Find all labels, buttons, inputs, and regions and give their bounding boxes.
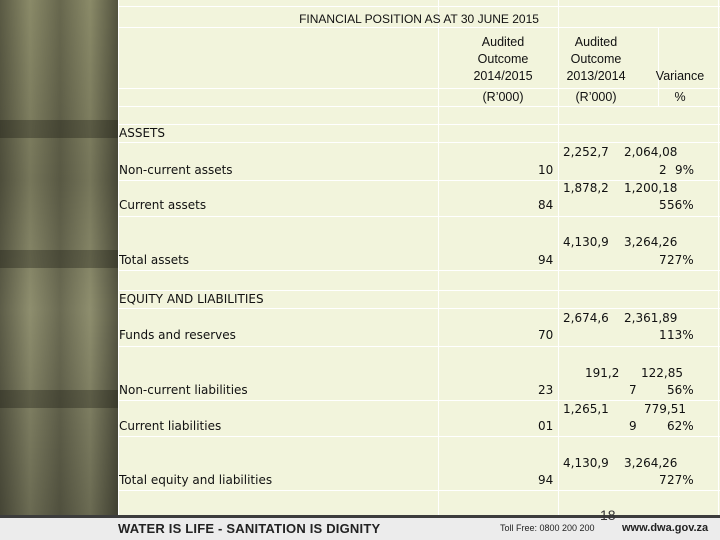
cell-2013-2014-part1: 779,51 [644, 402, 686, 416]
cell-2013-2014-part1: 3,264,26 [624, 235, 678, 249]
row-label: Funds and reserves [119, 328, 236, 342]
cell-2013-2014-part2: 2 [659, 163, 667, 177]
cell-2014-2015-part1: 191,2 [585, 366, 620, 380]
row-label: Current liabilities [119, 419, 222, 433]
row-label: Non-current assets [119, 163, 233, 177]
cell-2013-2014-part2: 7 [629, 383, 637, 397]
cell-2014-2015-part1: 2,252,7 [563, 145, 609, 159]
cell-variance: 56% [667, 198, 694, 212]
cell-variance: 27% [667, 253, 694, 267]
cell-variance: 62% [667, 419, 694, 433]
section-equity-liabilities: EQUITY AND LIABILITIES [119, 292, 264, 306]
financial-table [118, 0, 720, 515]
header-unit-1: (R’000) [482, 90, 524, 104]
header-audited-2014-2015: Audited Outcome 2014/2015 [473, 35, 533, 83]
background-building-photo [0, 0, 118, 515]
cell-2014-2015-part1: 4,130,9 [563, 235, 609, 249]
footer-website-link[interactable]: www.dwa.gov.za [622, 522, 709, 534]
cell-2013-2014-part2: 1 [659, 328, 667, 342]
cell-2014-2015-part1: 4,130,9 [563, 456, 609, 470]
header-variance: Variance [655, 69, 705, 83]
cell-2014-2015-part2: 70 [538, 328, 554, 342]
cell-variance: 27% [667, 473, 694, 487]
cell-2014-2015-part2: 84 [538, 198, 554, 212]
footer-tollfree: Toll Free: 0800 200 200 [500, 523, 595, 533]
row-label: Total equity and liabilities [119, 473, 273, 487]
cell-2013-2014-part1: 3,264,26 [624, 456, 678, 470]
cell-2013-2014-part1: 2,064,08 [624, 145, 678, 159]
header-unit-2: (R’000) [575, 90, 617, 104]
cell-2014-2015-part2: 94 [538, 253, 554, 267]
cell-2014-2015-part2: 10 [538, 163, 554, 177]
page-title: FINANCIAL POSITION AS AT 30 JUNE 2015 [299, 12, 539, 26]
page-number: 18 [600, 507, 616, 523]
row-label: Non-current liabilities [119, 383, 248, 397]
header-audited-2013-2014: Audited Outcome 2013/2014 [566, 35, 626, 83]
cell-2014-2015-part1: 1,878,2 [563, 181, 609, 195]
row-label: Current assets [119, 198, 207, 212]
header-unit-3: % [674, 90, 686, 104]
cell-2014-2015-part2: 01 [538, 419, 554, 433]
cell-2014-2015-part2: 94 [538, 473, 554, 487]
cell-2013-2014-part2: 7 [659, 473, 667, 487]
section-assets: ASSETS [119, 126, 165, 140]
row-label: Total assets [119, 253, 190, 267]
cell-variance: 56% [667, 383, 694, 397]
cell-2013-2014-part2: 9 [629, 419, 637, 433]
cell-2014-2015-part1: 2,674,6 [563, 311, 609, 325]
cell-2014-2015-part1: 1,265,1 [563, 402, 609, 416]
footer-slogan: WATER IS LIFE - SANITATION IS DIGNITY [118, 521, 381, 536]
cell-2013-2014-part1: 2,361,89 [624, 311, 678, 325]
cell-2013-2014-part1: 122,85 [641, 366, 683, 380]
cell-2013-2014-part2: 5 [659, 198, 667, 212]
cell-variance: 13% [667, 328, 694, 342]
cell-2013-2014-part1: 1,200,18 [624, 181, 678, 195]
cell-2013-2014-part2: 7 [659, 253, 667, 267]
cell-variance: 9% [675, 163, 695, 177]
cell-2014-2015-part2: 23 [538, 383, 554, 397]
